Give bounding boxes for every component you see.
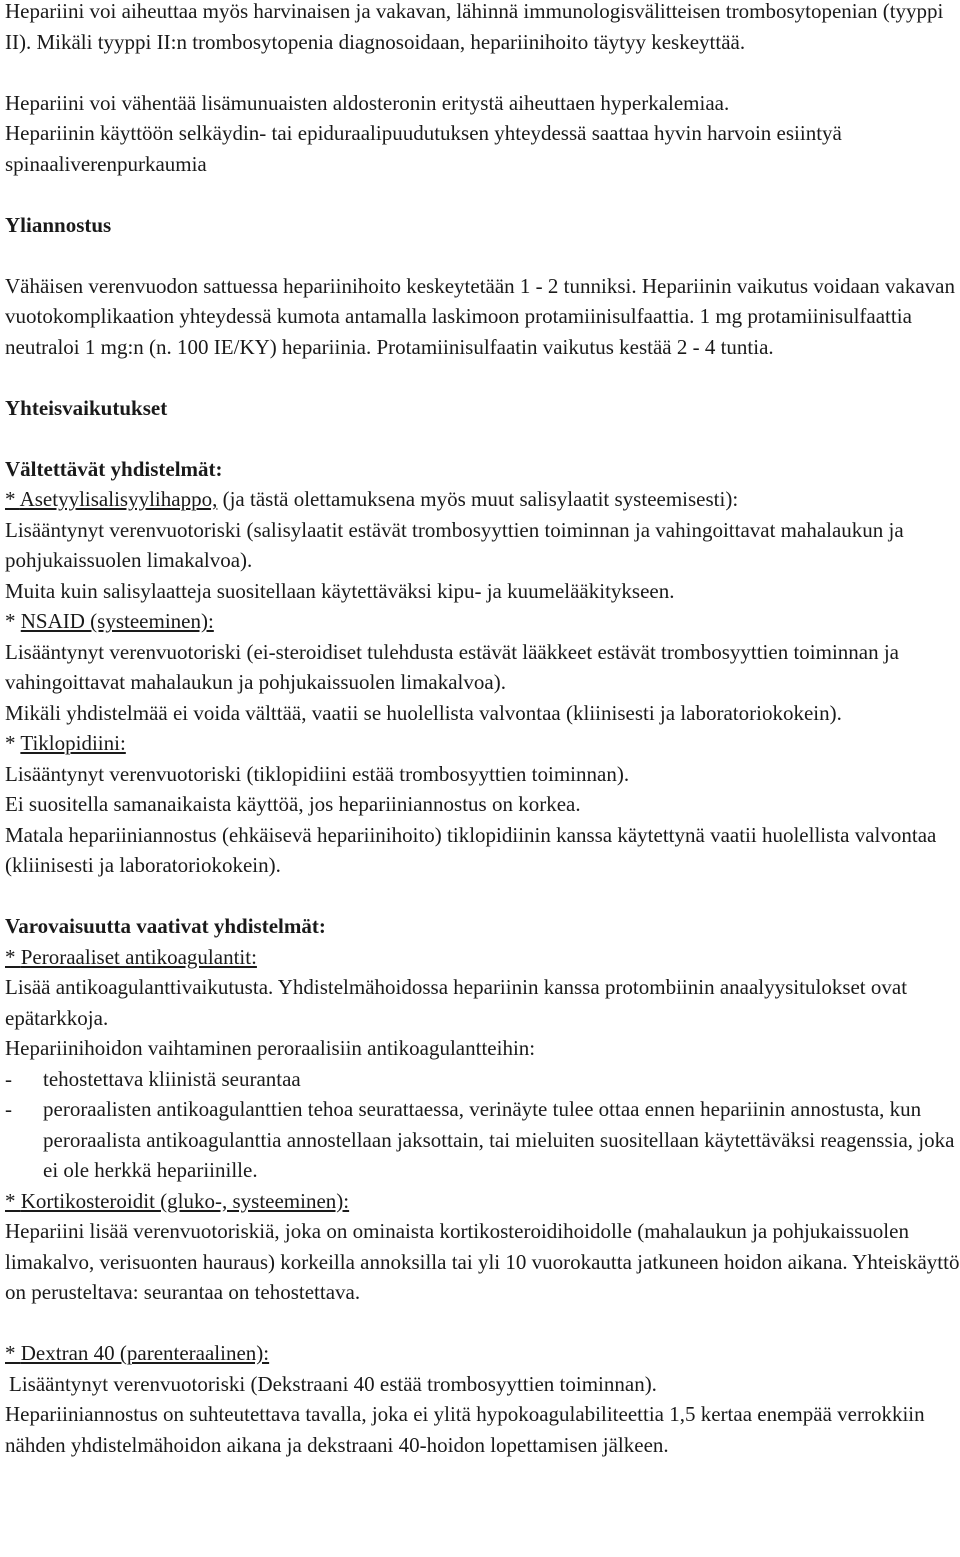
dex-label: Dextran 40 (parenteraalinen): — [20, 1341, 270, 1365]
paragraph-spinal-hematoma: Hepariinin käyttöön selkäydin- tai epiduraalipuudutuksen yhteydessä saattaa hyvin harvoin esiintyä spinaaliverenpurkaumia — [5, 121, 842, 176]
item-oral-anticoagulants-title — [5, 942, 960, 973]
cort-paragraph-1: Hepariini lisää verenvuotoriskiä, joka on ominaista kortikosteroidihoidolle (mahalaukun ja pohjukaissuolen limakalvo, verisuonten hauraus) korkeilla annoksilla tai yli 10 vuorokautta jatkuneen hoidon aikana. Yhteiskäyttö on perusteltava: seurantaa on tehostettava. — [5, 1219, 960, 1304]
list-dash: - — [5, 1097, 12, 1121]
tiklo-label: Tiklopidiini: — [20, 731, 126, 755]
asa-rest: (ja tästä olettamuksena myös muut salisylaatit systeemisesti): — [217, 487, 739, 511]
cort-label: Kortikosteroidit (gluko-, systeeminen): — [20, 1188, 350, 1213]
oral-label: Peroraaliset antikoagulantit: — [20, 944, 257, 969]
item-dextran-title — [5, 1338, 960, 1369]
oral-star: * — [5, 944, 21, 969]
list-item — [5, 1094, 960, 1186]
oral-paragraph-1: Lisää antikoagulanttivaikutusta. Yhdistelmähoidossa hepariinin kanssa protombiinin anaalyysitulokset ovat epätarkkoja. — [5, 975, 908, 1030]
paragraph-overdose: Vähäisen verenvuodon sattuessa hepariinihoito keskeytetään 1 - 2 tunniksi. Hepariinin vaikutus voidaan vakavan vuotokomplikaation yhteydessä kumota antamalla laskimoon protamiinisulfaattia. 1 mg protamiinisulfaattia neutraloi 1 mg:n (n. 100 IE/KY) hepariinia. Protamiinisulfaatin vaikutus kestää 2 - 4 tuntia. — [5, 273, 955, 359]
list-item-text: tehostettava kliinistä seurantaa — [43, 1066, 301, 1091]
paragraph-thrombocytopenia: Hepariini voi aiheuttaa myös harvinaisen ja vakavan, lähinnä immunologisvälitteisen trombosytopenian (tyyppi II). Mikäli tyyppi II:n trombosytopenia diagnosoidaan, hepariinihoito täytyy keskeyttää. — [5, 0, 944, 54]
nsaid-paragraph-1: Lisääntynyt verenvuotoriski (ei-steroidiset tulehdusta estävät lääkkeet estävät trombosyyttien toiminnan ja vahingoittavat mahalaukun ja pohjukaissuolen limakalvoa). — [5, 639, 900, 694]
dex-paragraph-1: Lisääntynyt verenvuotoriski (Dekstraani 40 estää trombosyyttien toiminnan). — [9, 1371, 657, 1396]
asa-star: * — [5, 487, 20, 511]
item-corticosteroids-title — [5, 1186, 960, 1217]
asa-paragraph-1: Lisääntynyt verenvuotoriski (salisylaatit estävät trombosyyttien toiminnan ja vahingoittavat mahalaukun ja pohjukaissuolen limakalvoa). — [5, 517, 904, 572]
tiklo-paragraph-2: Ei suositella samanaikaista käyttöä, jos hepariiniannostus on korkea. — [5, 792, 581, 816]
nsaid-label: NSAID (systeeminen): — [20, 609, 214, 633]
oral-paragraph-2: Hepariinihoidon vaihtaminen peroraalisiin antikoagulantteihin: — [5, 1036, 536, 1060]
paragraph-aldosterone: Hepariini voi vähentää lisämunuaisten aldosteronin eritystä aiheuttaen hyperkalemiaa. — [5, 90, 730, 115]
list-item — [5, 1064, 960, 1095]
heading-caution-combinations: Varovaisuutta vaativat yhdistelmät: — [5, 914, 326, 938]
tiklo-star: * — [5, 731, 21, 755]
dex-paragraph-2: Hepariiniannostus on suhteutettava tavalla, joka ei ylitä hypokoagulabiliteettia 1,5 kertaa enempää verrokkiin nähden yhdistelmähoidon aikana ja dekstraani 40-hoidon lopettamisen jälkeen. — [5, 1402, 925, 1457]
asa-paragraph-2: Muita kuin salisylaatteja suositellaan käytettäväksi kipu- ja kuumelääkitykseen. — [5, 578, 675, 603]
asa-label: Asetyylisalisyylihappo, — [19, 487, 218, 511]
nsaid-star: * — [5, 609, 21, 633]
dex-star: * — [5, 1341, 21, 1365]
item-nsaid-title — [5, 606, 960, 637]
heading-avoid-combinations: Vältettävät yhdistelmät: — [5, 456, 223, 481]
item-tiklopidine-title — [5, 728, 960, 759]
list-dash: - — [5, 1066, 12, 1091]
list-item-text: peroraalisten antikoagulanttien tehoa seurattaessa, verinäyte tulee ottaa ennen hepariinin annostusta, kun peroraalista antikoagulanttia annostellaan jaksottain, tai mieluiten suositellaan käytettäväksi reagenssia, joka ei ole herkkä hepariinille. — [43, 1097, 955, 1182]
tiklo-paragraph-3: Matala hepariiniannostus (ehkäisevä hepariinihoito) tiklopidiinin kanssa käytettynä vaatii huolellista valvontaa (kliinisesti ja laboratoriokokein). — [5, 822, 937, 877]
item-asa-title — [5, 484, 960, 515]
heading-interactions: Yhteisvaikutukset — [5, 395, 168, 420]
document-page — [5, 0, 960, 1460]
tiklo-paragraph-1: Lisääntynyt verenvuotoriski (tiklopidiini estää trombosyyttien toiminnan). — [5, 761, 630, 786]
heading-overdose: Yliannostus — [5, 212, 112, 237]
cort-star: * — [5, 1188, 21, 1213]
nsaid-paragraph-2: Mikäli yhdistelmää ei voida välttää, vaatii se huolellista valvontaa (kliinisesti ja laboratoriokokein). — [5, 700, 842, 725]
